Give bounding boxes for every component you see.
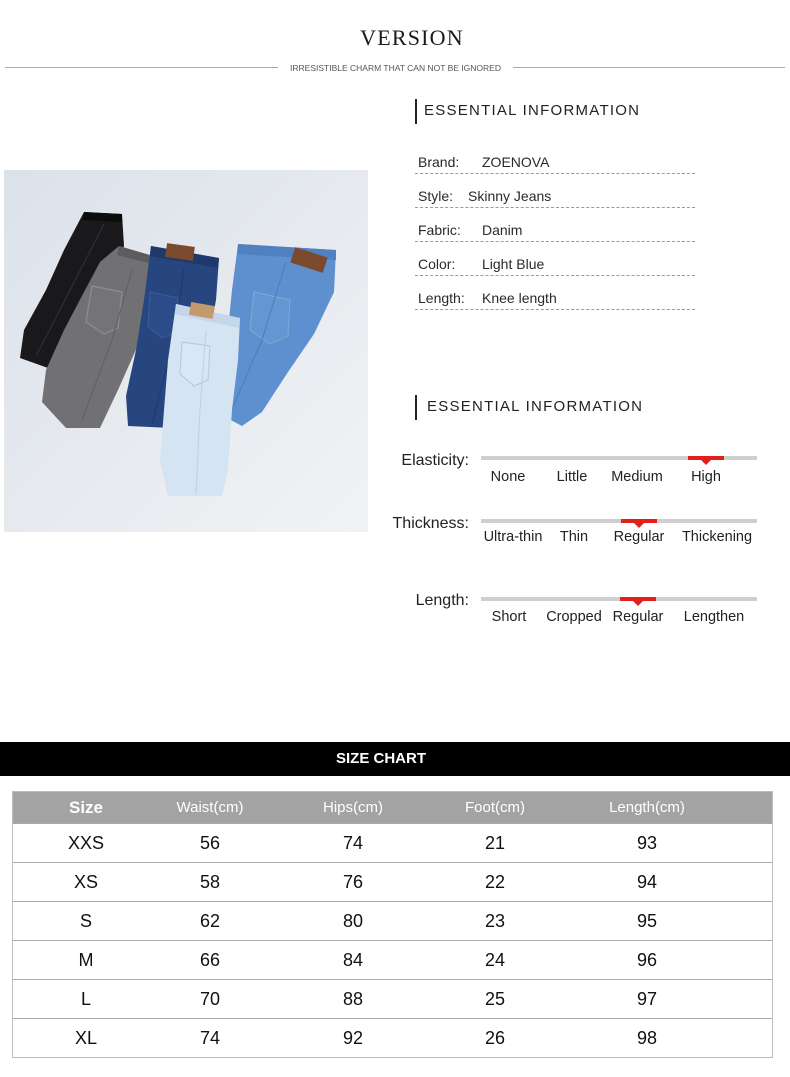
table-cell: 84 [342,949,364,970]
option-label: Short [491,609,527,625]
divider-left [5,67,278,68]
info-row-length [415,276,695,310]
table-cell: 24 [484,949,506,970]
table-cell: 21 [484,832,506,853]
column-header: Hips(cm) [323,799,383,816]
table-cell: 66 [199,949,221,970]
table-cell: 25 [484,988,506,1009]
scale-track [481,519,757,523]
info-value: Skinny Jeans [468,188,552,204]
table-cell: 56 [199,832,221,853]
table-cell: 23 [484,910,506,931]
info-label: Color: [418,256,456,272]
option-label: Ultra-thin [483,529,543,545]
table-cell: 80 [342,910,364,931]
table-row [13,979,772,1018]
selected-marker-icon [620,597,656,601]
column-header: Waist(cm) [176,799,244,816]
table-cell: 95 [636,910,658,931]
option-label: None [490,469,526,485]
option-label: Regular [613,529,665,545]
table-cell: L [80,988,91,1009]
table-cell: 70 [199,988,221,1009]
info-value: Danim [482,222,523,238]
table-cell: XS [73,871,98,892]
scale-option [661,468,751,486]
table-cell: 93 [636,832,658,853]
scale-label: Elasticity: [401,452,469,469]
scale-option [672,528,762,546]
option-label: High [691,469,721,485]
option-label: Cropped [546,609,602,625]
table-cell: 98 [636,1027,658,1048]
info-value: Light Blue [482,256,545,272]
table-row [13,1018,772,1057]
table-cell: 76 [342,871,364,892]
table-cell: 97 [636,988,658,1009]
size-chart-table [12,791,773,1058]
essential-info-list [415,140,695,310]
scale-track [481,597,757,601]
info-value: Knee length [482,290,557,306]
scale-option [669,608,759,626]
column-header: Length(cm) [609,799,685,816]
info-row-brand [415,140,695,174]
table-cell: M [78,949,94,970]
info-label: Brand: [418,154,460,170]
table-cell: 94 [636,871,658,892]
scale-label: Thickness: [392,515,469,532]
option-label: Thin [559,529,589,545]
essential-info-heading: ESSENTIAL INFORMATION [415,99,640,124]
page-subtitle: IRRESISTIBLE CHARM THAT CAN NOT BE IGNORED [290,63,501,73]
info-label: Fabric: [418,222,461,238]
table-cell: 74 [199,1027,221,1048]
selected-marker-icon [621,519,657,523]
scale-option [594,528,684,546]
option-label: Thickening [681,529,753,545]
table-row [13,862,772,901]
option-label: Regular [612,609,664,625]
table-row [13,823,772,862]
table-cell: S [79,910,92,931]
table-cell: 62 [199,910,221,931]
info-row-fabric [415,208,695,242]
selected-marker-icon [688,456,724,460]
info-row-style [415,174,695,208]
divider-right [513,67,785,68]
table-cell: 58 [199,871,221,892]
option-label: Lengthen [683,609,745,625]
scale-label: Length: [415,592,469,609]
table-cell: 88 [342,988,364,1009]
size-chart-title: SIZE CHART [0,742,790,776]
table-cell: XXS [67,832,105,853]
product-photo [4,170,368,532]
table-cell: 22 [484,871,506,892]
info-value: ZOENOVA [482,154,550,170]
option-label: Little [556,469,588,485]
info-label: Style: [418,188,454,204]
table-cell: XL [74,1027,98,1048]
column-header: Size [68,797,104,817]
table-row [13,940,772,979]
table-cell: 96 [636,949,658,970]
table-cell: 74 [342,832,364,853]
info-row-color [415,242,695,276]
attributes-heading: ESSENTIAL INFORMATION [415,395,643,420]
page-title: VERSION [360,25,464,50]
option-label: Medium [611,469,663,485]
table-cell: 92 [342,1027,364,1048]
table-cell: 26 [484,1027,506,1048]
column-header: Foot(cm) [465,799,525,816]
info-label: Length: [418,290,465,306]
table-row [13,901,772,940]
table-header-row [13,792,772,823]
